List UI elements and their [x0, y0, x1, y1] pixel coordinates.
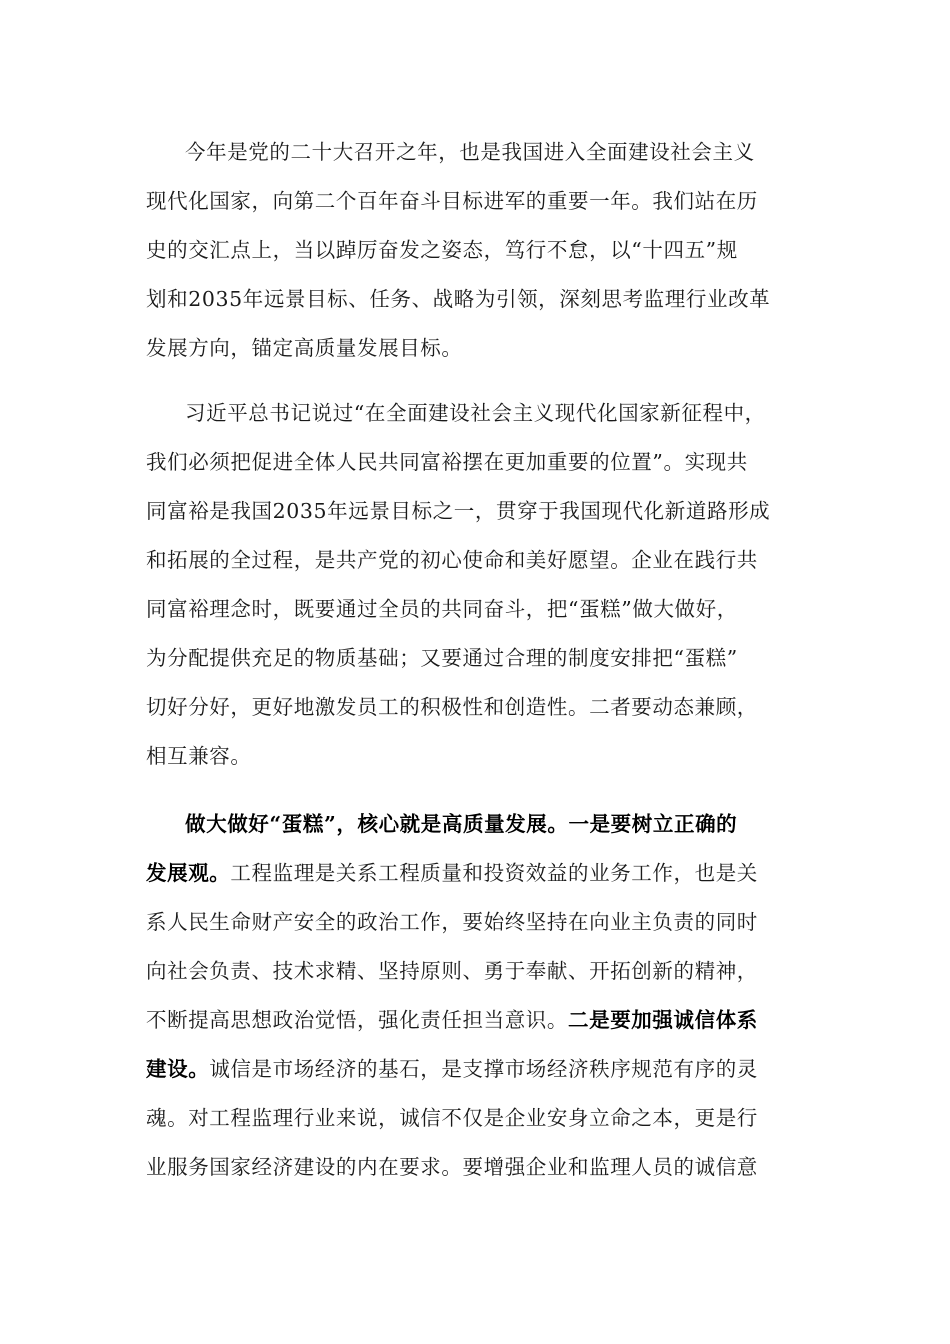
text-line: 魂。对工程监理行业来说，诚信不仅是企业安身立命之本，更是行: [146, 1106, 758, 1130]
text-line: 和拓展的全过程，是共产党的初心使命和美好愿望。企业在践行共: [146, 548, 758, 572]
text-line: [185, 804, 817, 844]
bold-heading-text: 做大做好“蛋糕”，核心就是高质量发展。一是要树立正确的: [185, 812, 738, 836]
text-line: 划和2035年远景目标、任务、战略为引领，深刻思考监理行业改革: [146, 287, 771, 311]
text-line: 相互兼容。: [146, 744, 252, 768]
text-line: 向社会负责、技术求精、坚持原则、勇于奉献、开拓创新的精神，: [146, 959, 758, 983]
text-line: 我们必须把促进全体人民共同富裕摆在更加重要的位置”。实现共: [146, 450, 748, 474]
bold-heading-text: 发展观。: [146, 861, 231, 885]
text-line: 同富裕理念时，既要通过全员的共同奋斗，把“蛋糕”做大做好，: [146, 597, 738, 621]
text-line: 为分配提供充足的物质基础；又要通过合理的制度安排把“蛋糕”: [146, 646, 738, 670]
text-line: 史的交汇点上，当以踔厉奋发之姿态，笃行不怠，以“十四五”规: [146, 238, 738, 262]
text-line: 习近平总书记说过“在全面建设社会主义现代化国家新征程中，: [185, 401, 766, 425]
text-line: 系人民生命财产安全的政治工作，要始终坚持在向业主负责的同时: [146, 910, 758, 934]
text-line: 同富裕是我国2035年远景目标之一，贯穿于我国现代化新道路形成: [146, 499, 771, 523]
text-line: 发展方向，锚定高质量发展目标。: [146, 336, 463, 360]
text-line: 今年是党的二十大召开之年，也是我国进入全面建设社会主义: [185, 140, 755, 164]
text-line: 建设。诚信是市场经济的基石，是支撑市场经济秩序规范有序的灵: [146, 1057, 758, 1081]
text-line: 业服务国家经济建设的内在要求。要增强企业和监理人员的诚信意: [146, 1155, 758, 1179]
text-line: 不断提高思想政治觉悟，强化责任担当意识。二是要加强诚信体系: [146, 1008, 758, 1032]
text-line: 发展观。工程监理是关系工程质量和投资效益的业务工作，也是关: [146, 861, 758, 885]
bold-heading-text: 建设。: [146, 1057, 210, 1081]
text-line: 切好分好，更好地激发员工的积极性和创造性。二者要动态兼顾，: [146, 695, 758, 719]
bold-heading-text: 二是要加强诚信体系: [568, 1008, 758, 1032]
text-line: 现代化国家，向第二个百年奋斗目标进军的重要一年。我们站在历: [146, 189, 758, 213]
